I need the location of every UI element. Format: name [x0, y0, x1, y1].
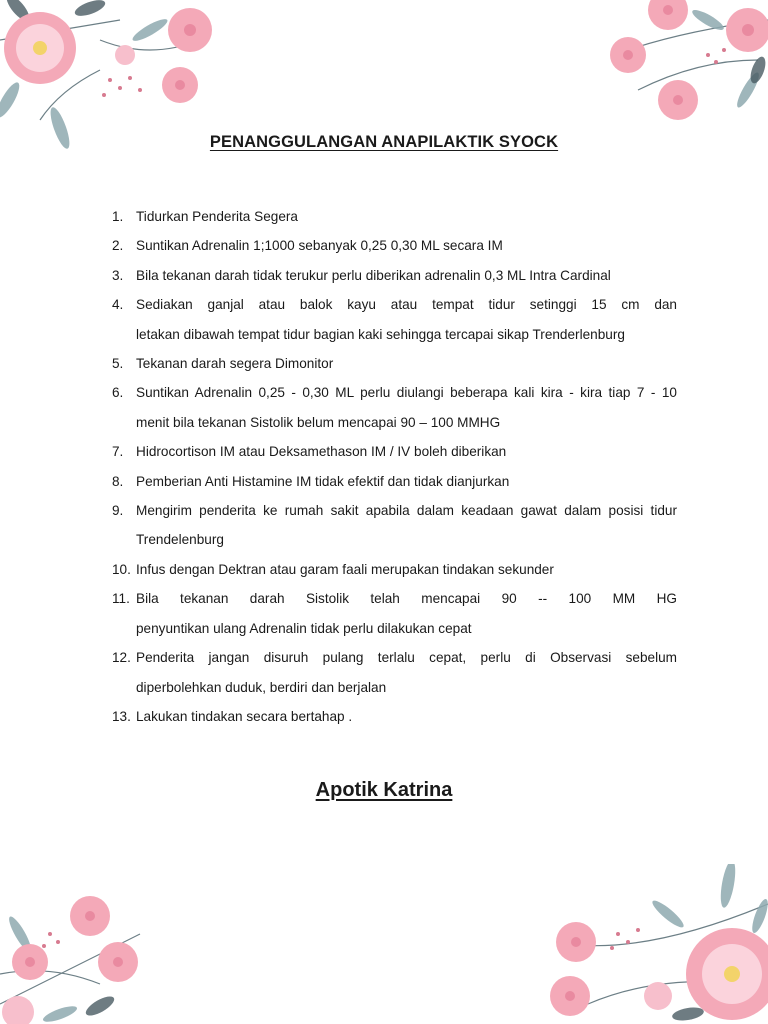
step-text: Tekanan darah segera Dimonitor — [136, 356, 334, 372]
step-text: Suntikan Adrenalin 1;1000 sebanyak 0,25 0,30 ML secara IM — [136, 238, 503, 254]
list-item — [112, 555, 677, 584]
step-number: 5. — [112, 356, 124, 372]
floral-corner-bottom-right — [548, 864, 768, 1024]
step-number — [112, 408, 136, 437]
step-text: Suntikan Adrenalin 0,25 - 0,30 ML perlu diulangi beberapa kali kira - kira tiap 7 - 10 — [136, 385, 677, 401]
list-item — [112, 525, 677, 554]
step-text: Lakukan tindakan secara bertahap . — [136, 708, 353, 724]
step-number: 8. — [112, 473, 124, 489]
list-item — [112, 290, 677, 319]
list-item — [112, 320, 677, 349]
list-item — [112, 349, 677, 378]
step-text: Bila tekanan darah tidak terukur perlu diberikan adrenalin 0,3 ML Intra Cardinal — [136, 267, 611, 283]
list-item — [112, 231, 677, 260]
step-text: Tidurkan Penderita Segera — [136, 209, 298, 224]
step-text: Pemberian Anti Histamine IM tidak efektif dan tidak dianjurkan — [136, 473, 510, 489]
step-text: Penderita jangan disuruh pulang terlalu cepat, perlu di Observasi sebelum — [136, 650, 677, 666]
step-number: 2. — [112, 238, 124, 254]
floral-corner-icon — [548, 864, 768, 1024]
floral-corner-top-right — [598, 0, 768, 130]
list-item — [112, 614, 677, 643]
list-item — [112, 496, 677, 525]
list-item — [112, 261, 677, 290]
step-text: Trendelenburg — [136, 532, 224, 548]
step-number: 4. — [112, 297, 124, 313]
step-number: 10. — [112, 561, 131, 577]
list-item — [112, 202, 677, 231]
list-item — [112, 584, 677, 613]
step-text: diperbolehkan duduk, berdiri dan berjalan — [136, 679, 387, 695]
step-number — [112, 320, 136, 349]
step-number: 3. — [112, 267, 124, 283]
step-text: penyuntikan ulang Adrenalin tidak perlu dilakukan cepat — [136, 620, 472, 636]
step-number — [112, 614, 136, 643]
step-text: Mengirim penderita ke rumah sakit apabila dalam keadaan gawat dalam posisi tidur — [136, 503, 677, 519]
step-number — [112, 673, 136, 702]
floral-corner-icon — [598, 0, 768, 130]
step-text: letakan dibawah tempat tidur bagian kaki sehingga tercapai sikap Trenderlenburg — [136, 326, 625, 342]
step-number: 6. — [112, 385, 124, 401]
steps-list — [112, 202, 677, 731]
step-text: Hidrocortison IM atau Deksamethason IM / IV boleh diberikan — [136, 444, 507, 460]
step-text: Sediakan ganjal atau balok kayu atau tempat tidur setinggi 15 cm dan — [136, 297, 677, 313]
list-item — [112, 673, 677, 702]
list-item — [112, 378, 677, 407]
step-text: Infus dengan Dektran atau garam faali merupakan tindakan sekunder — [136, 561, 554, 577]
list-item — [112, 408, 677, 437]
step-number: 12. — [112, 650, 131, 666]
pharmacy-name: Apotik Katrina — [315, 779, 453, 801]
document-title: PENANGGULANGAN ANAPILAKTIK SYOCK — [209, 133, 559, 151]
list-item — [112, 467, 677, 496]
step-number: 7. — [112, 444, 124, 460]
list-item — [112, 437, 677, 466]
step-number: 13. — [112, 708, 131, 724]
step-text: Bila tekanan darah Sistolik telah mencapai 90 -- 100 MM HG — [136, 591, 677, 607]
step-number: 1. — [112, 209, 124, 224]
list-item — [112, 643, 677, 672]
floral-corner-bottom-left — [0, 894, 170, 1024]
step-number: 9. — [112, 503, 124, 519]
step-text: menit bila tekanan Sistolik belum mencapai 90 – 100 MMHG — [136, 414, 501, 430]
step-number: 11. — [112, 591, 130, 607]
floral-corner-icon — [0, 894, 170, 1024]
step-number — [112, 525, 136, 554]
list-item — [112, 702, 677, 731]
